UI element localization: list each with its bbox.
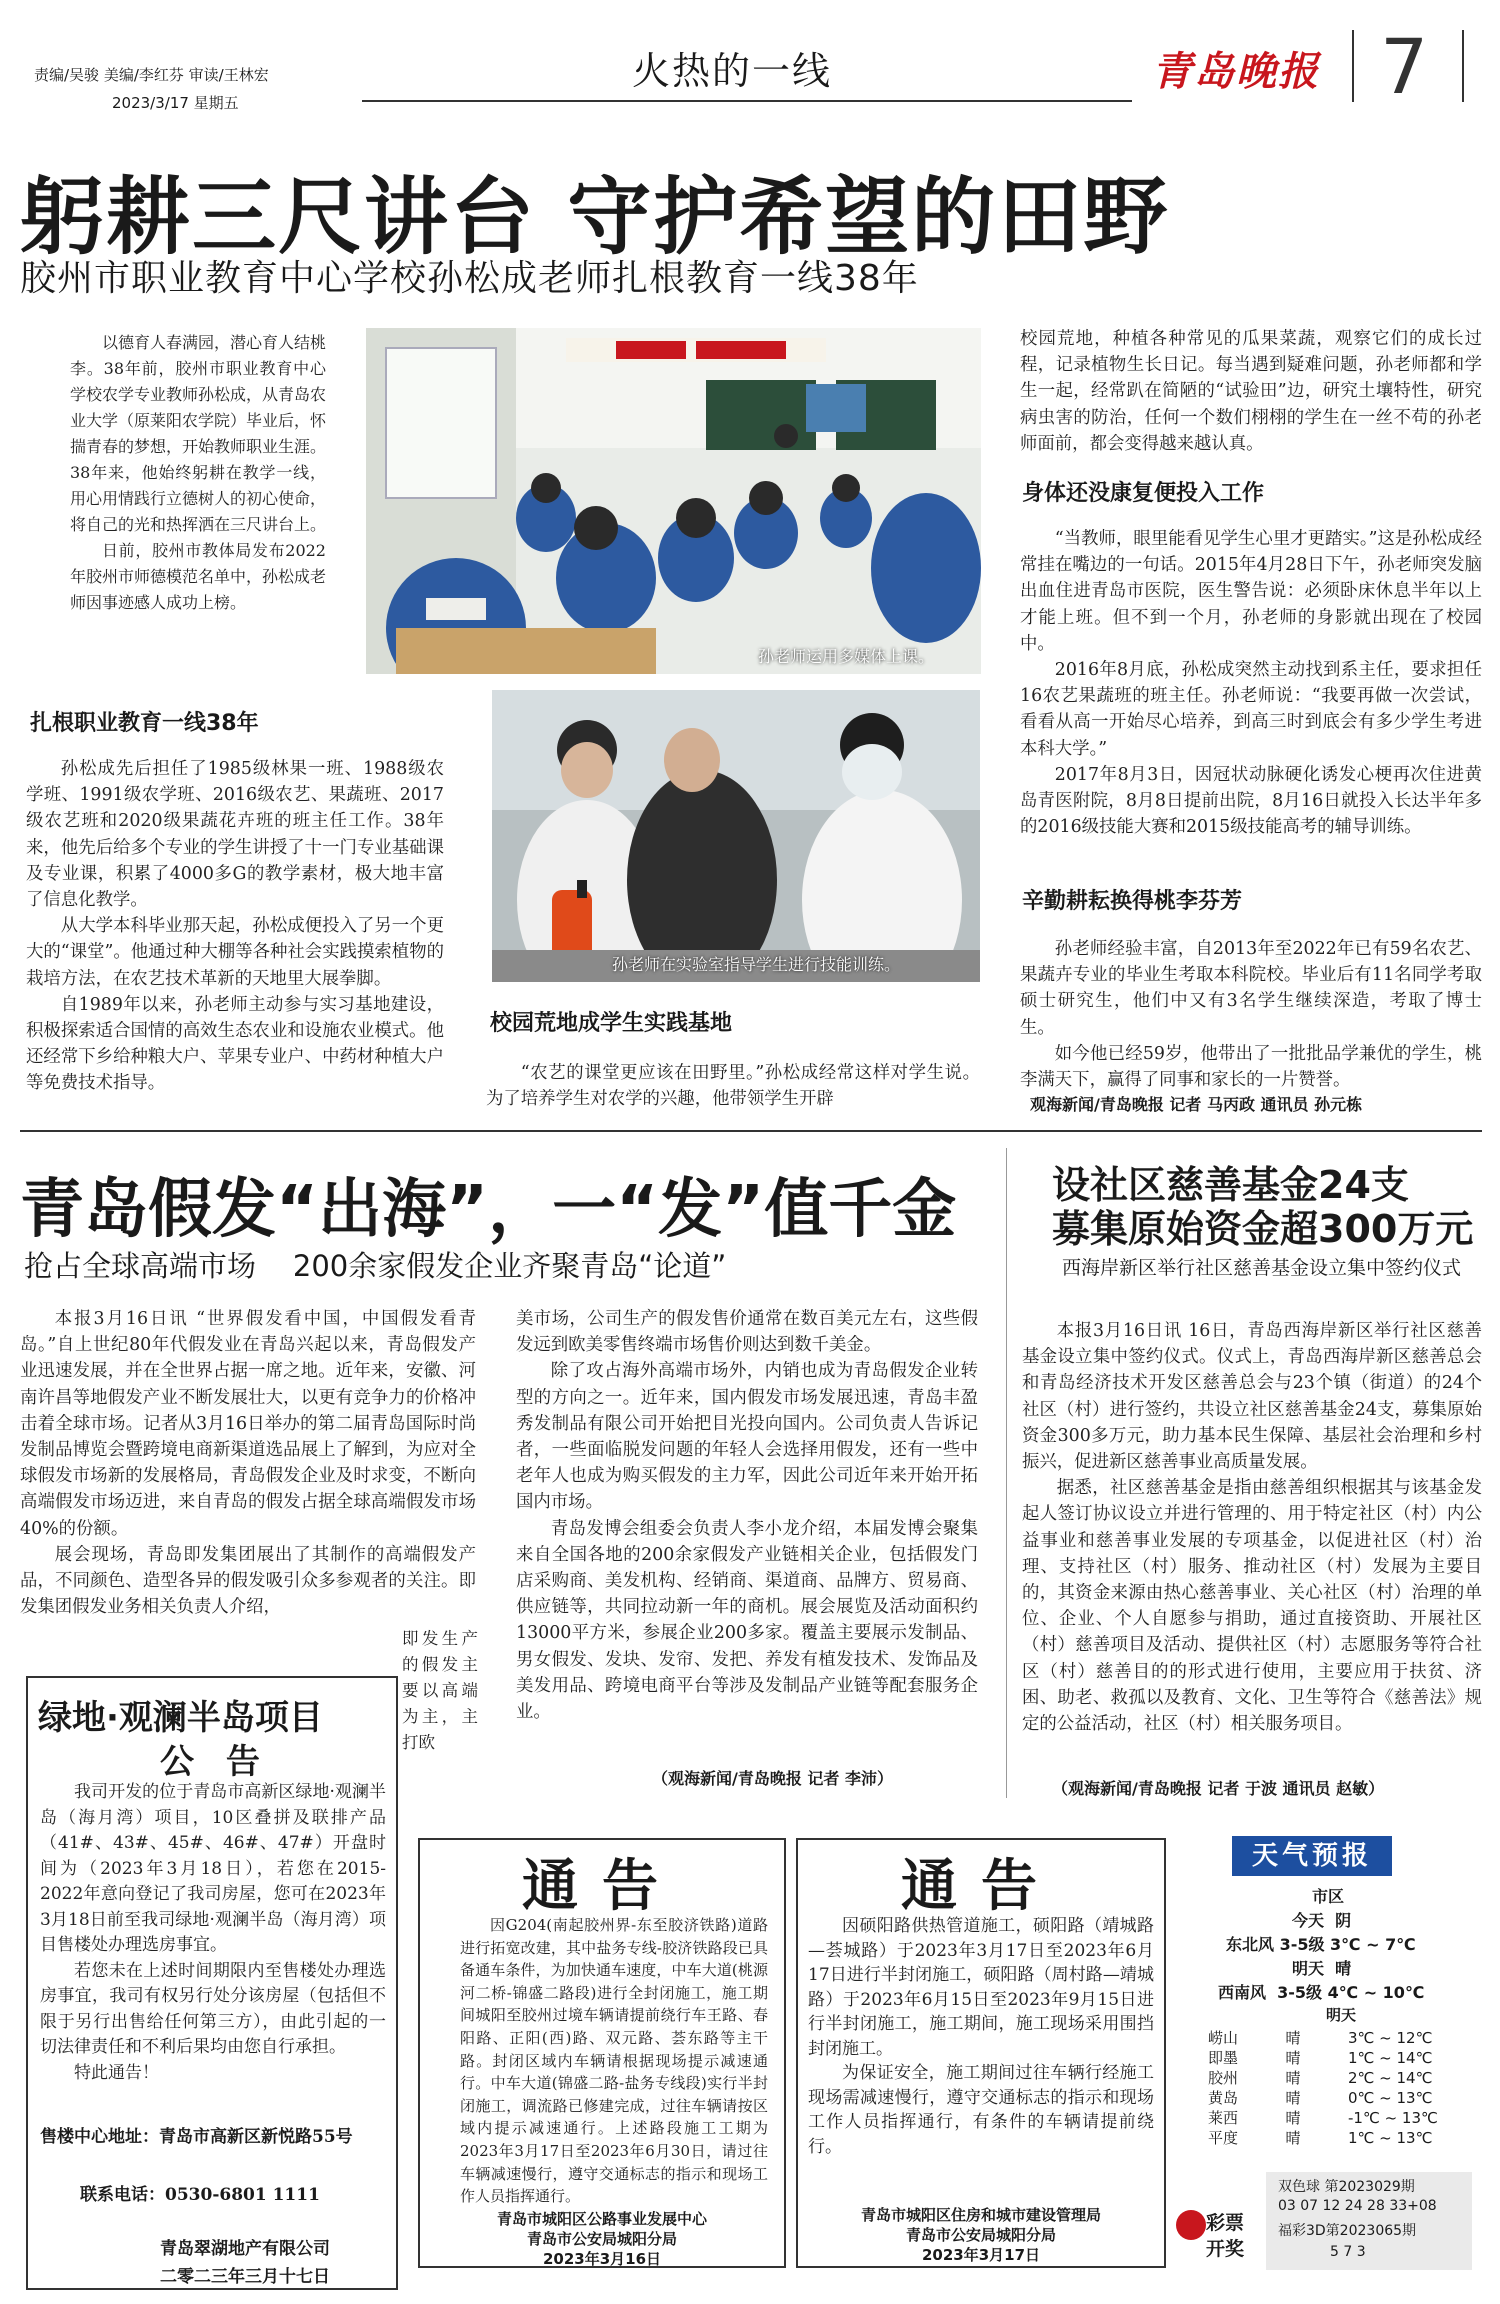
- story3-headline-line2: 募集原始资金超300万元: [1052, 1207, 1474, 1251]
- notice1-title: 绿地·观澜半岛项目: [38, 1698, 323, 1738]
- story3-headline-line1: 设社区慈善基金24支: [1052, 1163, 1409, 1207]
- lottery-line2: 03 07 12 24 28 33+08: [1278, 2198, 1437, 2214]
- weather-district-row: 崂山 晴 3℃ ~ 12℃: [1208, 2029, 1433, 2047]
- issue-date: 2023/3/17 星期五: [112, 94, 239, 112]
- section1-body: 孙松成先后担任了1985级林果一班、1988级农学班、1991级农学班、2016级农艺、果蔬班、2017级农艺班和2020级果蔬花卉班的班主任工作。38年来，他先后给多个专业的学生讲授了十一门专业基础课及专业课，积累了4000多G的教学素材，极大地丰富了信息化教学。 从大学本科毕业那天起，孙松成便投入了另一个更大的“课堂”。他通过种大棚等各种社会实践摸索植物的栽培方法，在农艺技术革新的天地里大展拳脚。 自1989年以来，孙老师主动参与实习基地建设，积极探索适合国情的高效生态农业和设施农业模式。他还经常下乡给种粮大户、苹果专业户、中药材种植大户等免费技术指导。: [26, 759, 444, 1094]
- notice2-body: 因G204(南起胶州界-东至胶济铁路)道路进行拓宽改建，其中盐务专线-胶济铁路段已具备通车条件，为加快通车速度，中车大道(桃源河二桥-锦盛二路段)进行全封闭施工，施工期间城阳至胶州过境车辆请提前绕行车王路、春阳路、正阳(西)路、双元路、荟东路等主干路。封闭区域内车辆请根据现场提示减速通行。中车大道(锦盛二路-盐务专线段)实行半封闭施工，调流路已修建完成，过往车辆请按区域内提示减速通行。上述路段施工工期为2023年3月17日至2023年6月30日，请过往车辆减速慢行，遵守交通标志的指示和现场工作人员指挥通行。: [460, 1916, 768, 2206]
- section2-body: “农艺的课堂更应该在田野里。”孙松成经常这样对学生说。为了培养学生对农学的兴趣，他带领学生开辟: [486, 1063, 980, 1110]
- lab-photo-graphic: [492, 690, 980, 982]
- lottery-label-bottom: 开奖: [1206, 2238, 1245, 2260]
- lab-photo: [492, 690, 980, 982]
- weather-title: 天气预报: [1232, 1836, 1392, 1876]
- notice3-org2: 青岛市公安局城阳分局: [905, 2226, 1056, 2244]
- story1-bottom-rule: [20, 1130, 1482, 1132]
- notice2-title: 通告: [522, 1854, 682, 1919]
- story3-left-rule: [1006, 1148, 1007, 1798]
- weather-district-row: 莱西 晴 -1℃ ~ 13℃: [1208, 2109, 1438, 2127]
- weather-city: 市区: [1312, 1887, 1345, 1906]
- notice3-org1: 青岛市城阳区住房和城市建设管理局: [860, 2206, 1101, 2224]
- story2-col1-tail: 即发生产的假发主要以高端为主，主打欧: [402, 1629, 478, 1752]
- section2-title: 校园荒地成学生实践基地: [490, 1011, 733, 1036]
- notice1-body: 我司开发的位于青岛市高新区绿地·观澜半岛（海月湾）项目，10区叠拼及联排产品（41#、43#、45#、46#、47#）开盘时间为（2023年3月18日），若您在2015-2022年意向登记了我司房屋，您可在2023年3月18日前至我司绿地·观澜半岛（海月湾）项目售楼处办理选房事宜。 若您未在上述时间期限内至售楼处办理选房事宜，我司有权另行处分该房屋（包括但不限于另行出售给任何第三方），由此引起的一切法律责任和不利后果均由您自行承担。 特此通告！: [40, 1782, 386, 2083]
- lab-photo-caption: 孙老师在实验室指导学生进行技能训练。: [612, 955, 901, 974]
- notice1-company: 青岛翠湖地产有限公司: [160, 2239, 330, 2259]
- story3-subheadline: 西海岸新区举行社区慈善基金设立集中签约仪式: [1062, 1257, 1462, 1279]
- lottery-line1: 双色球 第2023029期: [1278, 2179, 1415, 2195]
- header-divider-right: [1462, 30, 1464, 102]
- story2-headline: 青岛假发“出海”，一“发”值千金: [20, 1173, 957, 1247]
- section3-title: 身体还没康复便投入工作: [1022, 481, 1265, 506]
- notice3-date: 2023年3月17日: [921, 2246, 1041, 2264]
- notice3-title: 通告: [901, 1854, 1061, 1919]
- story1-subheadline: 胶州市职业教育中心学校孙松成老师扎根教育一线38年: [20, 258, 919, 299]
- page-number: 7: [1380, 22, 1429, 111]
- lottery-icon: [1176, 2210, 1206, 2240]
- notice2-org2: 青岛市公安局城阳分局: [526, 2230, 677, 2248]
- section4-body: 孙老师经验丰富，自2013年至2022年已有59名农艺、果蔬卉专业的毕业生考取本科院校。毕业后有11名同学考取硕士研究生，他们中又有3名学生继续深造，考取了博士生。 如今他已经59岁，他带出了一批批品学兼优的学生，桃李满天下，赢得了同事和家长的一片赞誉。: [1020, 939, 1482, 1091]
- section1-title: 扎根职业教育一线38年: [30, 711, 259, 736]
- weather-districts-header: 明天: [1326, 2006, 1357, 2024]
- weather-districts: [1208, 2028, 1448, 2148]
- lottery-line3: 福彩3D第2023065期: [1278, 2223, 1417, 2239]
- classroom-photo-caption: 孙老师运用多媒体上课。: [758, 647, 935, 666]
- story1-intro: 以德育人春满园，潜心育人结桃李。38年前，胶州市职业教育中心学校农学专业教师孙松成，从青岛农业大学（原莱阳农学院）毕业后，怀揣青春的梦想，开始教师职业生涯。38年来，他始终躬耕在教学一线，用心用情践行立德树人的初心使命，将自己的光和热挥洒在三尺讲台上。 日前，胶州市教体局发布2022年胶州市师德模范名单中，孙松成老师因事迹感人成功上榜。: [70, 333, 327, 612]
- weather-district-row: 即墨 晴 1℃ ~ 14℃: [1208, 2049, 1433, 2067]
- notice3-body: 因硕阳路供热管道施工，硕阳路（靖城路—荟城路）于2023年3月17日至2023年6月17日进行半封闭施工，硕阳路（周村路—靖城路）于2023年6月15日至2023年9月15日进行半封闭施工，施工期间，施工现场采用围挡封闭施工。 为保证安全，施工期间过往车辆行经施工现场需减速慢行，遵守交通标志的指示和现场工作人员指挥通行，有条件的车辆请提前绕行。: [808, 1916, 1154, 2157]
- header-rule: [362, 100, 1132, 102]
- weather-tomorrow-detail: 西南风 3-5级 4℃ ~ 10℃: [1218, 1983, 1425, 2002]
- story2-subheadline: 抢占全球高端市场 200余家假发企业齐聚青岛“论道”: [24, 1249, 727, 1283]
- story2-col2: 美市场，公司生产的假发售价通常在数百美元左右，这些假发远到欧美零售终端市场售价则达到数千美金。 除了攻占海外高端市场外，内销也成为青岛假发企业转型的方向之一。近年来，国内假发市场发展迅速，青岛丰盈秀发制品有限公司开始把目光投向国内。公司负责人告诉记者，一些面临脱发问题的年轻人会选择用假发，还有一些中老年人也成为购买假发的主力军，因此公司近年来开始开拓国内市场。 青岛发博会组委会负责人李小龙介绍，本届发博会聚集来自全国各地的200余家假发产业链相关企业，包括假发门店采购商、美发机构、经销商、渠道商、品牌方、贸易商、供应链等，共同拉动新一年的商机。展会展览及活动面积约13000平方米，参展企业200多家。覆盖主要展示发制品、男女假发、发块、发帘、发把、养发有植发技术、发饰品及美发用品、跨境电商平台等涉及发制品产业链等配套服务企业。: [516, 1309, 978, 1723]
- weather-today: 今天 阴: [1292, 1911, 1352, 1930]
- story3-body: 本报3月16日讯 16日，青岛西海岸新区举行社区慈善基金设立集中签约仪式。仪式上，青岛西海岸新区慈善总会和青岛经济技术开发区慈善总会与23个镇（街道）的24个社区（村）进行签约，共设立社区慈善基金24支，募集原始资金300多万元，助力基本民生保障、基层社会治理和乡村振兴，促进新区慈善事业高质量发展。 据悉，社区慈善基金是指由慈善组织根据其与该基金发起人签订协议设立并进行管理的、用于特定社区（村）内公益事业和慈善事业发展的专项基金，以促进社区（村）治理、支持社区（村）服务、推动社区（村）发展为主要目的，其资金来源由热心慈善事业、关心社区（村）治理的单位、企业、个人自愿参与捐助，通过直接资助、开展社区（村）慈善项目及活动、提供社区（村）志愿服务等符合社区（村）慈善目的的形式进行使用，主要应用于扶贫、济困、助老、救孤以及教育、文化、卫生等符合《慈善法》规定的公益活动，社区（村）相关服务项目。: [1022, 1321, 1482, 1735]
- section4-title: 辛勤耕耘换得桃李芬芳: [1022, 889, 1243, 914]
- right-col-top: 校园荒地，种植各种常见的瓜果菜蔬，观察它们的成长过程，记录植物生长日记。每当遇到疑难问题，孙老师都和学生一起，经常趴在简陋的“试验田”边，研究土壤特性，研究病虫害的防治，任何一个数们栩栩的学生在一丝不苟的孙老师面前，都会变得越来越认真。: [1020, 329, 1482, 454]
- lottery-label-top: 彩票: [1206, 2212, 1245, 2234]
- story2-byline: （观海新闻/青岛晚报 记者 李沛）: [652, 1769, 893, 1788]
- story2-col1: 本报3月16日讯 “世界假发看中国，中国假发看青岛。”自上世纪80年代假发业在青岛兴起以来，青岛假发产业迅速发展，并在全世界占据一席之地。近年来，安徽、河南许昌等地假发产业不断发展壮大，以更有竞争力的价格冲击着全球市场。记者从3月16日举办的第二届青岛国际时尚发制品博览会暨跨境电商新渠道选品展上了解到，为应对全球假发市场新的发展格局，青岛假发企业及时求变，不断向高端假发市场迈进，来自青岛的假发占据全球高端假发市场40%的份额。 展会现场，青岛即发集团展出了其制作的高端假发产品，不同颜色、造型各异的假发吸引众多参观者的关注。即发集团假发业务相关负责人介绍，: [20, 1309, 476, 1618]
- notice1-subtitle: 公 告: [160, 1742, 270, 1782]
- classroom-photo: [366, 328, 981, 674]
- masthead-logo: 青岛晚报: [1152, 48, 1320, 95]
- classroom-photo-graphic: [366, 328, 981, 674]
- weather-district-row: 胶州 晴 2℃ ~ 14℃: [1208, 2069, 1433, 2087]
- story3-byline: （观海新闻/青岛晚报 记者 于波 通讯员 赵敏）: [1052, 1779, 1385, 1798]
- notice1-address: 售楼中心地址：青岛市高新区新悦路55号: [40, 2127, 353, 2147]
- weather-tomorrow: 明天 晴: [1292, 1959, 1352, 1978]
- header-divider: [1352, 30, 1354, 102]
- weather-district-row: 黄岛 晴 0℃ ~ 13℃: [1208, 2089, 1433, 2107]
- editors-line: 责编/吴骏 美编/李红芬 审读/王林宏: [34, 66, 269, 84]
- weather-district-row: 平度 晴 1℃ ~ 13℃: [1208, 2129, 1433, 2147]
- section3-body: “当教师，眼里能看见学生心里才更踏实。”这是孙松成经常挂在嘴边的一句话。2015年4月28日下午，孙老师突发脑出血住进青岛市医院，医生警告说：必须卧床休息半年以上才能上班。但不到一个月，孙老师的身影就出现在了校园中。 2016年8月底，孙松成突然主动找到系主任，要求担任16农艺果蔬班的班主任。孙老师说：“我要再做一次尝试，看看从高一开始尽心培养，到高三时到底会有多少学生考进本科大学。” 2017年8月3日，因冠状动脉硬化诱发心梗再次住进黄岛青医附院，8月8日提前出院，8月16日就投入长达半年多的2016级技能大赛和2015级技能高考的辅导训练。: [1020, 529, 1482, 838]
- notice2-org1: 青岛市城阳区公路事业发展中心: [496, 2210, 707, 2228]
- notice1-date: 二零二三年三月十七日: [160, 2267, 330, 2287]
- notice1-phone: 联系电话：0530-6801 1111: [80, 2185, 320, 2205]
- lottery-line4: 5 7 3: [1330, 2244, 1366, 2260]
- notice2-date: 2023年3月16日: [542, 2250, 662, 2268]
- story1-byline: 观海新闻/青岛晚报 记者 马丙政 通讯员 孙元栋: [1030, 1095, 1363, 1114]
- story1-headline: 躬耕三尺讲台 守护希望的田野: [20, 168, 1170, 266]
- weather-today-detail: 东北风 3-5级 3℃ ~ 7℃: [1226, 1935, 1416, 1954]
- section-title: 火热的一线: [632, 49, 833, 93]
